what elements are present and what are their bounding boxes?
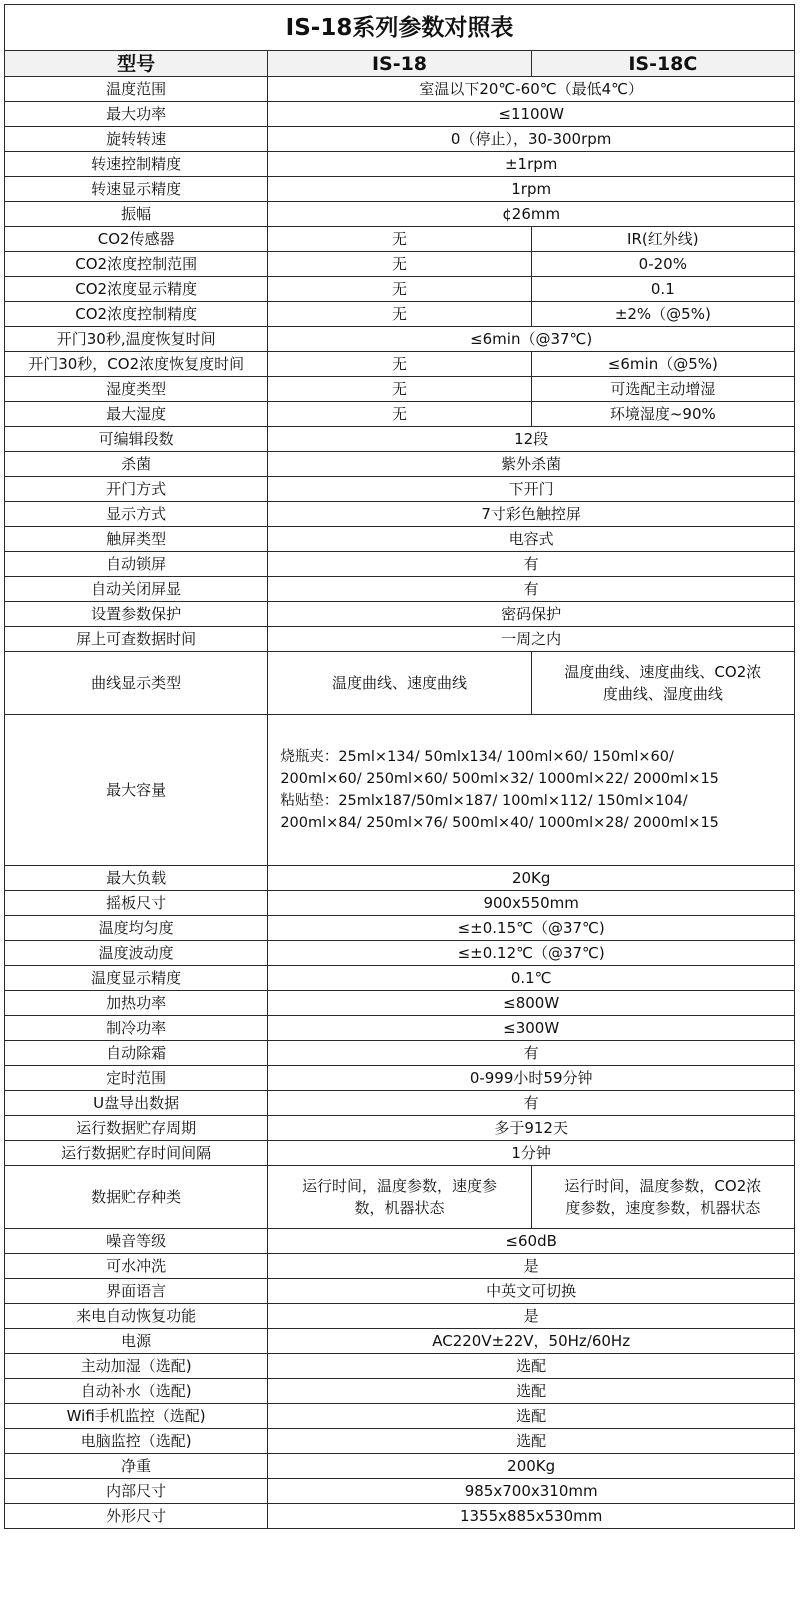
row-value: ±1rpm <box>268 152 795 177</box>
row-value-model-b <box>531 1166 794 1229</box>
row-label: 触屏类型 <box>5 527 268 552</box>
table-row <box>5 715 795 866</box>
cell-line: 数，机器状态 <box>354 1199 445 1217</box>
table-row <box>5 1016 795 1041</box>
table-row <box>5 1404 795 1429</box>
cell-line: 烧瓶夹：25ml×134/ 50mlx134/ 100ml×60/ 150ml×60/ <box>280 749 674 765</box>
table-row <box>5 277 795 302</box>
row-value: 0.1℃ <box>268 966 795 991</box>
row-label: 最大湿度 <box>5 402 268 427</box>
row-value: 选配 <box>268 1404 795 1429</box>
row-value-model-b: ±2%（@5%) <box>531 302 794 327</box>
cell-line: 温度曲线、速度曲线、CO2浓 <box>564 663 762 681</box>
row-value: 985x700x310mm <box>268 1479 795 1504</box>
table-row <box>5 1329 795 1354</box>
row-value: 下开门 <box>268 477 795 502</box>
table-row <box>5 1229 795 1254</box>
row-value-model-b: IR(红外线) <box>531 227 794 252</box>
row-value: 选配 <box>268 1379 795 1404</box>
cell-line: 运行时间，温度参数，速度参 <box>301 1177 497 1195</box>
row-label: 自动锁屏 <box>5 552 268 577</box>
table-row <box>5 452 795 477</box>
spec-table <box>4 4 795 1529</box>
row-label: 曲线显示类型 <box>5 652 268 715</box>
row-label: 旋转转速 <box>5 127 268 152</box>
row-label: 温度显示精度 <box>5 966 268 991</box>
row-value: 有 <box>268 1091 795 1116</box>
table-row <box>5 177 795 202</box>
table-row <box>5 1279 795 1304</box>
row-label: 转速控制精度 <box>5 152 268 177</box>
table-row <box>5 941 795 966</box>
table-row <box>5 1454 795 1479</box>
row-value: ≤800W <box>268 991 795 1016</box>
row-value-model-a: 无 <box>268 402 531 427</box>
row-value: 多于912天 <box>268 1116 795 1141</box>
table-row <box>5 627 795 652</box>
row-value: 中英文可切换 <box>268 1279 795 1304</box>
row-value: 20Kg <box>268 866 795 891</box>
row-label: 运行数据贮存周期 <box>5 1116 268 1141</box>
row-value: 0（停止），30-300rpm <box>268 127 795 152</box>
table-row <box>5 1304 795 1329</box>
row-label: 杀菌 <box>5 452 268 477</box>
row-value-model-b: 0-20% <box>531 252 794 277</box>
row-label: 噪音等级 <box>5 1229 268 1254</box>
row-label: 制冷功率 <box>5 1016 268 1041</box>
row-label: 开门30秒，CO2浓度恢复度时间 <box>5 352 268 377</box>
table-row <box>5 202 795 227</box>
row-label: 自动关闭屏显 <box>5 577 268 602</box>
table-row <box>5 327 795 352</box>
header-model-a: IS-18 <box>268 51 531 77</box>
row-label: 显示方式 <box>5 502 268 527</box>
row-value: ≤60dB <box>268 1229 795 1254</box>
row-label: 运行数据贮存时间间隔 <box>5 1141 268 1166</box>
table-row <box>5 602 795 627</box>
table-row <box>5 227 795 252</box>
table-row <box>5 552 795 577</box>
table-row <box>5 577 795 602</box>
row-value: 900x550mm <box>268 891 795 916</box>
table-row <box>5 891 795 916</box>
table-row <box>5 1091 795 1116</box>
table-row <box>5 1429 795 1454</box>
row-label: CO2浓度控制范围 <box>5 252 268 277</box>
table-row <box>5 102 795 127</box>
row-value: 0-999小时59分钟 <box>268 1066 795 1091</box>
table-row <box>5 302 795 327</box>
row-label: 摇板尺寸 <box>5 891 268 916</box>
row-value: ≤±0.12℃（@37℃) <box>268 941 795 966</box>
row-label: 加热功率 <box>5 991 268 1016</box>
table-row <box>5 377 795 402</box>
row-value-model-a: 无 <box>268 377 531 402</box>
table-row <box>5 652 795 715</box>
table-row <box>5 477 795 502</box>
row-value-model-b: 0.1 <box>531 277 794 302</box>
row-label: 来电自动恢复功能 <box>5 1304 268 1329</box>
header-model-b: IS-18C <box>531 51 794 77</box>
row-label: 外形尺寸 <box>5 1504 268 1529</box>
row-value: ≤1100W <box>268 102 795 127</box>
row-value <box>268 715 795 866</box>
row-value: 有 <box>268 552 795 577</box>
row-value: ≤±0.15℃（@37℃) <box>268 916 795 941</box>
table-row <box>5 402 795 427</box>
row-label: 自动除霜 <box>5 1041 268 1066</box>
row-label: 湿度类型 <box>5 377 268 402</box>
table-row <box>5 1479 795 1504</box>
table-row <box>5 1141 795 1166</box>
table-row <box>5 966 795 991</box>
row-value-model-a: 温度曲线、速度曲线 <box>268 652 531 715</box>
row-value-model-b: 环境湿度~90% <box>531 402 794 427</box>
title-row <box>5 5 795 51</box>
row-label: CO2浓度显示精度 <box>5 277 268 302</box>
row-value-model-a: 无 <box>268 252 531 277</box>
row-value-model-a: 无 <box>268 302 531 327</box>
row-value: 有 <box>268 1041 795 1066</box>
row-value: 一周之内 <box>268 627 795 652</box>
row-label: CO2浓度控制精度 <box>5 302 268 327</box>
table-row <box>5 1041 795 1066</box>
row-value: ≤300W <box>268 1016 795 1041</box>
table-row <box>5 866 795 891</box>
row-value: ≤6min（@37℃) <box>268 327 795 352</box>
row-label: 电源 <box>5 1329 268 1354</box>
row-label: 开门方式 <box>5 477 268 502</box>
cell-line: 粘贴垫：25mlx187/50ml×187/ 100ml×112/ 150ml×104/ <box>280 793 688 809</box>
row-value: 室温以下20℃-60℃（最低4℃） <box>268 77 795 102</box>
cell-line: 200ml×60/ 250ml×60/ 500ml×32/ 1000ml×22/ 2000ml×15 <box>280 771 719 787</box>
header-label: 型号 <box>5 51 268 77</box>
table-row <box>5 916 795 941</box>
table-row <box>5 127 795 152</box>
table-row <box>5 1354 795 1379</box>
table-row <box>5 502 795 527</box>
row-value-model-a <box>268 1166 531 1229</box>
row-value: 选配 <box>268 1429 795 1454</box>
row-label: 主动加湿（选配) <box>5 1354 268 1379</box>
row-value: 1rpm <box>268 177 795 202</box>
row-value: 200Kg <box>268 1454 795 1479</box>
table-row <box>5 1116 795 1141</box>
row-value: 1分钟 <box>268 1141 795 1166</box>
row-value: 紫外杀菌 <box>268 452 795 477</box>
row-label: 屏上可查数据时间 <box>5 627 268 652</box>
header-row <box>5 51 795 77</box>
row-label: Wifi手机监控（选配) <box>5 1404 268 1429</box>
cell-line: 运行时间，温度参数，CO2浓 <box>564 1177 762 1195</box>
row-label: 净重 <box>5 1454 268 1479</box>
row-label: 内部尺寸 <box>5 1479 268 1504</box>
row-label: U盘导出数据 <box>5 1091 268 1116</box>
table-row <box>5 1066 795 1091</box>
row-value-model-b <box>531 652 794 715</box>
table-row <box>5 77 795 102</box>
table-title: IS-18系列参数对照表 <box>5 5 795 51</box>
row-label: 温度波动度 <box>5 941 268 966</box>
table-row <box>5 1166 795 1229</box>
row-value: 选配 <box>268 1354 795 1379</box>
row-value: 电容式 <box>268 527 795 552</box>
row-label: 转速显示精度 <box>5 177 268 202</box>
row-value: 有 <box>268 577 795 602</box>
table-row <box>5 1254 795 1279</box>
table-row <box>5 1379 795 1404</box>
row-label: 数据贮存种类 <box>5 1166 268 1229</box>
row-label: 自动补水（选配) <box>5 1379 268 1404</box>
row-value: 1355x885x530mm <box>268 1504 795 1529</box>
row-value: 密码保护 <box>268 602 795 627</box>
cell-line: 200ml×84/ 250ml×76/ 500ml×40/ 1000ml×28/ 2000ml×15 <box>280 815 719 831</box>
row-label: 温度均匀度 <box>5 916 268 941</box>
row-value: 12段 <box>268 427 795 452</box>
row-value-model-b: ≤6min（@5%) <box>531 352 794 377</box>
row-label: 可水冲洗 <box>5 1254 268 1279</box>
row-value: 是 <box>268 1304 795 1329</box>
row-value: 是 <box>268 1254 795 1279</box>
row-label: 最大负载 <box>5 866 268 891</box>
row-label: 最大容量 <box>5 715 268 866</box>
table-row <box>5 352 795 377</box>
row-value-model-a: 无 <box>268 277 531 302</box>
table-row <box>5 527 795 552</box>
row-label: 可编辑段数 <box>5 427 268 452</box>
row-label: 开门30秒,温度恢复时间 <box>5 327 268 352</box>
row-value: ¢26mm <box>268 202 795 227</box>
row-value-model-a: 无 <box>268 227 531 252</box>
row-value-model-a: 无 <box>268 352 531 377</box>
table-row <box>5 152 795 177</box>
row-label: 设置参数保护 <box>5 602 268 627</box>
row-value: AC220V±22V，50Hz/60Hz <box>268 1329 795 1354</box>
row-value: 7寸彩色触控屏 <box>268 502 795 527</box>
row-label: 电脑监控（选配) <box>5 1429 268 1454</box>
table-row <box>5 427 795 452</box>
row-label: 定时范围 <box>5 1066 268 1091</box>
table-row <box>5 1504 795 1529</box>
cell-line: 度曲线、湿度曲线 <box>602 685 723 703</box>
row-label: 最大功率 <box>5 102 268 127</box>
table-row <box>5 991 795 1016</box>
row-label: 温度范围 <box>5 77 268 102</box>
table-row <box>5 252 795 277</box>
row-label: 界面语言 <box>5 1279 268 1304</box>
cell-line: 度参数，速度参数，机器状态 <box>565 1199 761 1217</box>
row-label: 振幅 <box>5 202 268 227</box>
row-value-model-b: 可选配主动增湿 <box>531 377 794 402</box>
row-label: CO2传感器 <box>5 227 268 252</box>
